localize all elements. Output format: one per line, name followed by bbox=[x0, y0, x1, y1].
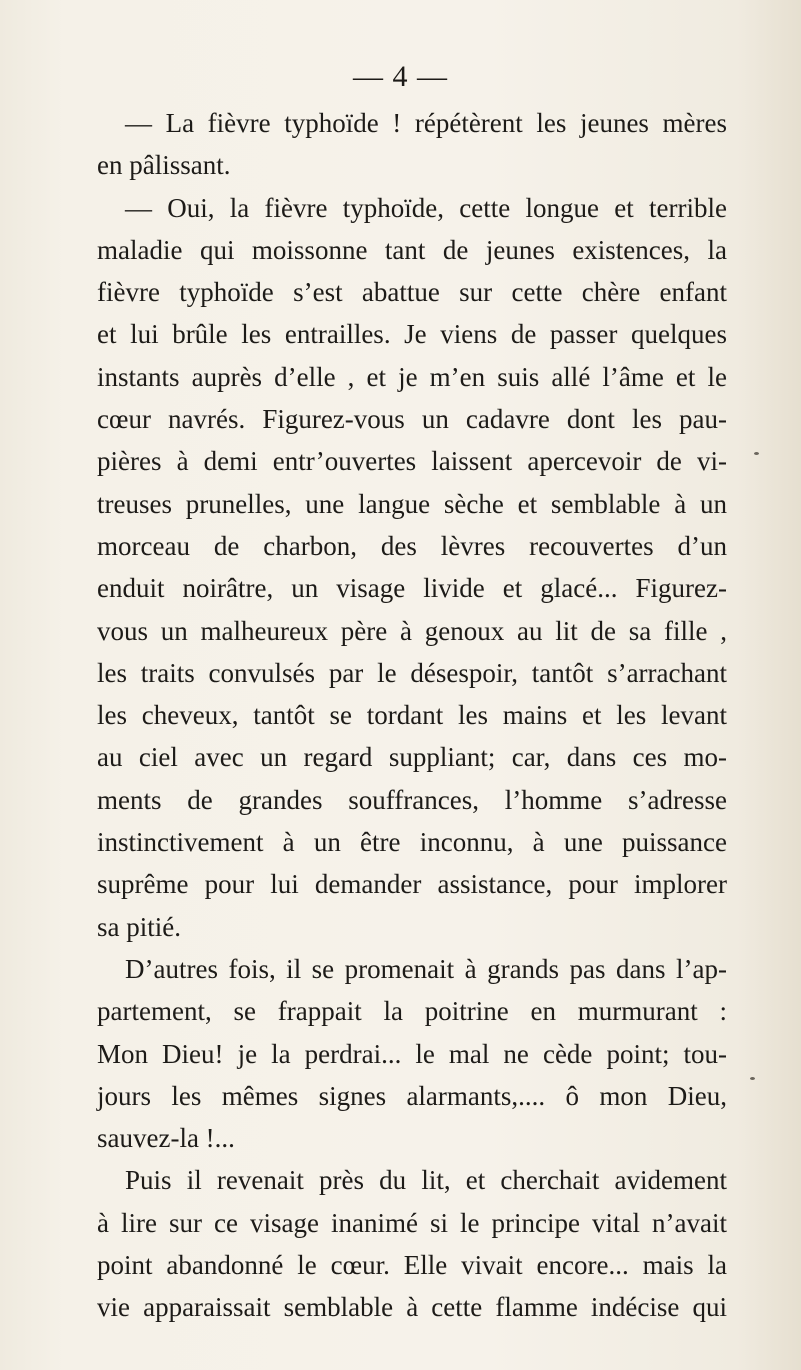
text-line: pières à demi entr’ouvertes laissent apercevoir de vi- bbox=[97, 446, 727, 477]
page-number: — 4 — bbox=[353, 60, 448, 93]
text-line: au ciel avec un regard suppliant; car, dans ces mo- bbox=[97, 742, 727, 773]
text-line: jours les mêmes signes alarmants,.... ô mon Dieu, bbox=[97, 1080, 727, 1111]
text-line: suprême pour lui demander assistance, pour implorer bbox=[97, 869, 727, 900]
text-line: partement, se frappait la poitrine en murmurant : bbox=[97, 996, 727, 1027]
body-text bbox=[97, 102, 727, 1329]
text-line: D’autres fois, il se promenait à grands pas dans l’ap- bbox=[125, 953, 727, 984]
text-line: en pâlissant. bbox=[97, 150, 231, 181]
text-line: vie apparaissait semblable à cette flamme indécise qui bbox=[97, 1292, 727, 1323]
text-line: les cheveux, tantôt se tordant les mains et les levant bbox=[97, 700, 727, 731]
text-line: treuses prunelles, une langue sèche et semblable à un bbox=[97, 488, 727, 519]
text-line: vous un malheureux père à genoux au lit de sa fille , bbox=[97, 615, 727, 646]
text-line: sa pitié. bbox=[97, 911, 181, 942]
text-line: instinctivement à un être inconnu, à une puissance bbox=[97, 827, 727, 858]
paragraph-2 bbox=[97, 187, 727, 948]
text-line: les traits convulsés par le désespoir, tantôt s’arrachant bbox=[97, 657, 727, 688]
text-line: à lire sur ce visage inanimé si le principe vital n’avait bbox=[97, 1207, 727, 1238]
paper-speck bbox=[754, 452, 759, 455]
text-line: point abandonné le cœur. Elle vivait encore... mais la bbox=[97, 1250, 727, 1281]
text-line: instants auprès d’elle , et je m’en suis allé l’âme et le bbox=[97, 361, 727, 392]
text-line: Puis il revenait près du lit, et cherchait avidement bbox=[125, 1165, 727, 1196]
text-line: ments de grandes souffrances, l’homme s’adresse bbox=[97, 784, 727, 815]
text-line: — Oui, la fièvre typhoïde, cette longue et terrible bbox=[125, 192, 727, 223]
text-line: — La fièvre typhoïde ! répétèrent les jeunes mères bbox=[125, 108, 727, 138]
text-line: et lui brûle les entrailles. Je viens de passer quelques bbox=[97, 319, 727, 350]
text-line: sauvez-la !... bbox=[97, 1123, 235, 1154]
text-line: enduit noirâtre, un visage livide et glacé... Figurez- bbox=[97, 573, 727, 604]
paragraph-4 bbox=[97, 1159, 727, 1328]
text-line: fièvre typhoïde s’est abattue sur cette chère enfant bbox=[97, 277, 727, 308]
text-line: cœur navrés. Figurez-vous un cadavre dont les pau- bbox=[97, 404, 727, 435]
text-line: morceau de charbon, des lèvres recouvertes d’un bbox=[97, 530, 727, 561]
paragraph-1 bbox=[97, 102, 727, 187]
text-line: maladie qui moissonne tant de jeunes existences, la bbox=[97, 234, 727, 265]
paper-speck bbox=[750, 1077, 755, 1080]
text-line: Mon Dieu! je la perdrai... le mal ne cède point; tou- bbox=[97, 1038, 727, 1069]
paragraph-3 bbox=[97, 948, 727, 1159]
